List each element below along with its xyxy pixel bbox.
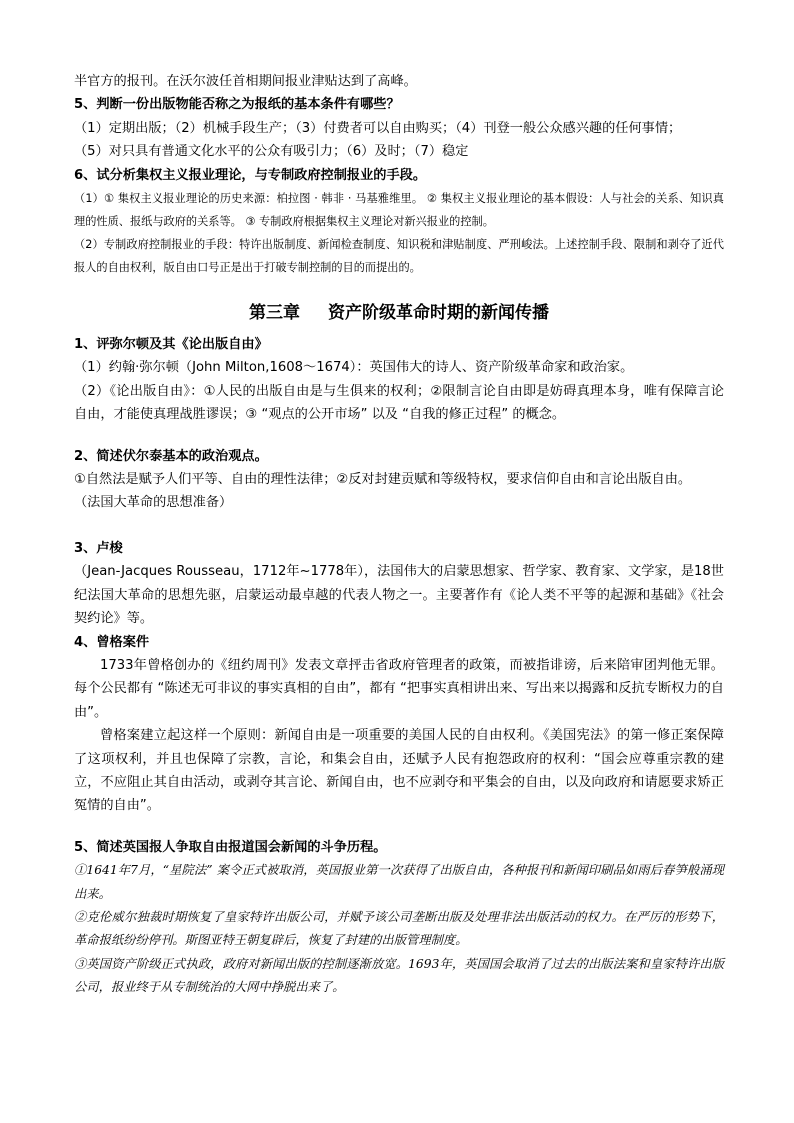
spacer bbox=[74, 427, 724, 445]
answer-paragraph: ③英国资产阶级正式执政，政府对新闻出版的控制逐渐放宽。1693年，英国国会取消了过去的出版法案和皇家特许出版公司，报业终于从专制统治的大网中挣脱出来了。 bbox=[74, 956, 725, 995]
question-heading-5: 5、判断一份出版物能否称之为报纸的基本条件有哪些？ bbox=[74, 97, 400, 113]
text-line: 半官方的报刊。在沃尔波任首相期间报业津贴达到了高峰。 bbox=[74, 74, 417, 89]
answer-line: （法国大革命的思想准备） bbox=[74, 495, 233, 511]
answer-paragraph: （2）《论出版自由》：①人民的出版自由是与生俱来的权利；②限制言论自由即是妨碍真理本身，唯有保障言论自由，才能使真理战胜谬误；③ “观点的公开市场” 以及 “自我的修正过程” 的概念。 bbox=[74, 383, 724, 423]
spacer bbox=[74, 818, 724, 836]
answer-paragraph: （Jean-Jacques Rousseau，1712年~1778年），法国伟大的启蒙思想家、哲学家、教育家、文学家，是18世纪法国大革命的思想先驱，启蒙运动最卓越的代表人物之一。主要著作有《论人类不平等的起源和基础》《社会契约论》等。 bbox=[74, 564, 724, 627]
chapter-title bbox=[74, 301, 724, 325]
answer-paragraph: 曾格案建立起这样一个原则：新闻自由是一项重要的美国人民的自由权利。《美国宪法》的第一修正案保障了这项权利，并且也保障了宗教，言论，和集会自由，还赋予人民有抱怨政府的权利：“国会应尊重宗教的建立，不应阻止其自由活动，或剥夺其言论、新闻自由，也不应剥夺和平集会的自由，以及向政府和请愿要求矫正冤情的自由”。 bbox=[74, 728, 724, 814]
question-heading-4: 4、曾格案件 bbox=[74, 634, 150, 650]
spacer bbox=[74, 515, 724, 537]
spacer bbox=[74, 279, 724, 301]
question-heading-5b: 5、简述英国报人争取自由报道国会新闻的斗争历程。 bbox=[74, 839, 387, 855]
chapter-number: 第三章 bbox=[249, 303, 300, 324]
answer-line: （1）定期出版；（2）机械手段生产；（3）付费者可以自由购买；（4）刊登一般公众感兴趣的任何事情； bbox=[74, 120, 682, 136]
answer-paragraph: （2）专制政府控制报业的手段：特许出版制度、新闻检查制度、知识税和津贴制度、严刑峻法。上述控制手段、限制和剥夺了近代报人的自由权利，版自由口号正是出于打破专制控制的目的而提出的。 bbox=[74, 238, 724, 275]
question-heading-3: 3、卢梭 bbox=[74, 540, 123, 556]
question-heading-1: 1、评弥尔顿及其《论出版自由》 bbox=[74, 337, 268, 353]
answer-line: （5）对只具有普通文化水平的公众有吸引力；（6）及时；（7）稳定 bbox=[74, 144, 469, 160]
document-page bbox=[74, 70, 724, 1000]
answer-paragraph: ②克伦威尔独裁时期恢复了皇家特许出版公司，并赋予该公司垄断出版及处理非法出版活动的权力。在严厉的形势下，革命报纸纷纷停刊。斯图亚特王朝复辟后，恢复了封建的出版管理制度。 bbox=[74, 909, 724, 948]
answer-paragraph: 1733年曾格创办的《纽约周刊》发表文章抨击省政府管理者的政策，而被指诽谤，后来陪审团判他无罪。每个公民都有 “陈述无可非议的事实真相的自由”，都有 “把事实真相讲出来、写出来以揭露和反抗专断权力的自由”。 bbox=[74, 657, 724, 720]
question-heading-6: 6、试分析集权主义报业理论，与专制政府控制报业的手段。 bbox=[74, 167, 427, 183]
spacer bbox=[74, 325, 724, 333]
answer-paragraph: ①1641年7月，“星院法” 案令正式被取消，英国报业第一次获得了出版自由，各种报刊和新闻印刷品如雨后春笋般涌现出来。 bbox=[74, 863, 724, 901]
answer-line: ①自然法是赋予人们平等、自由的理性法律；②反对封建贡赋和等级特权，要求信仰自由和言论出版自由。 bbox=[74, 472, 692, 488]
question-heading-2: 2、简述伏尔泰基本的政治观点。 bbox=[74, 448, 268, 464]
answer-paragraph: （1）① 集权主义报业理论的历史来源：柏拉图 · 韩非 · 马基雅维里。 ② 集权主义报业理论的基本假设：人与社会的关系、知识真理的性质、报纸与政府的关系等。 ③ 专制政府根据集权主义理论对新兴报业的控制。 bbox=[74, 192, 724, 229]
chapter-heading: 资产阶级革命时期的新闻传播 bbox=[328, 303, 549, 324]
answer-line: （1）约翰·弥尔顿（John Milton,1608～1674）：英国伟大的诗人、资产阶级革命家和政治家。 bbox=[74, 360, 634, 376]
